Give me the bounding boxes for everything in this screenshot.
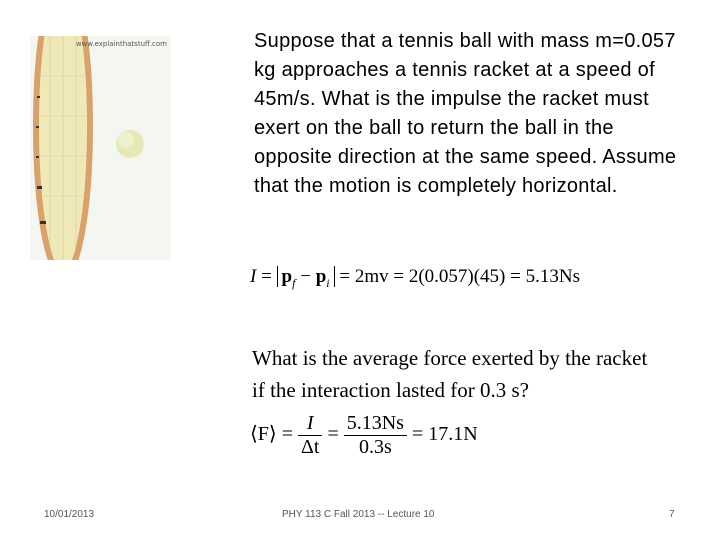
watermark-text: www.explainthatstuff.com <box>75 40 167 48</box>
impulse-result: = 2mv = 2(0.057)(45) = 5.13Ns <box>339 266 580 287</box>
footer-date: 10/01/2013 <box>44 509 95 520</box>
force-result: = 17.1N <box>411 423 478 446</box>
question-2-line-2: if the interaction lasted for 0.3 s? <box>252 378 529 402</box>
fraction-1-numerator: I <box>298 412 322 436</box>
footer-title: PHY 113 C Fall 2013 -- Lecture 10 <box>282 509 435 520</box>
tennis-racket-icon <box>30 36 171 260</box>
question-2-line-1: What is the average force exerted by the racket <box>252 346 648 370</box>
force-lhs: ⟨F⟩ = <box>250 423 294 446</box>
fraction-2-numerator: 5.13Ns <box>344 412 407 436</box>
question-2 <box>252 342 692 406</box>
fraction-2-denominator: 0.3s <box>358 436 392 458</box>
fraction-values <box>344 412 407 459</box>
force-equation: ⟨F⟩ = $\frac{I}{\Delta t}$ = $\frac{5.13Ns}{0.3s}$ = 17.1N <box>250 412 478 458</box>
impulse-equation: $I = p_f - p_i = 2mv = 2(0.057)(45) = 5.13Ns$ <box>250 266 580 290</box>
fraction-1-denominator: Δt <box>301 436 320 458</box>
fraction-impulse-over-time <box>298 412 322 459</box>
page-number: 7 <box>669 509 675 520</box>
problem-text: Suppose that a tennis ball with mass m=0.057 kg approaches a tennis racket at a speed of 45m/s. What is the impulse the racket must exert on the ball to return the ball in the opposite direction at the same speed. Assume that the motion is completely horizontal. <box>254 30 677 197</box>
tennis-racket-photo <box>30 36 171 260</box>
